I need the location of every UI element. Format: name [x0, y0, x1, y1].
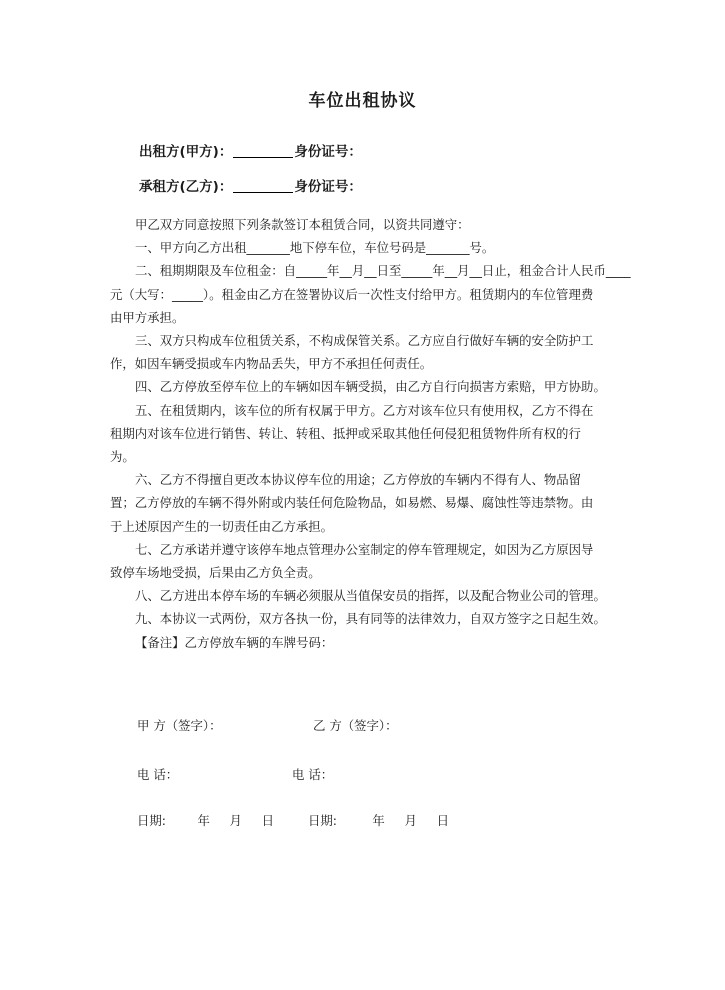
lessee-line — [139, 175, 362, 195]
agreement-line: 九、本协议一式两份，双方各执一份，具有同等的法律效力，自双方签字之日起生效。 — [135, 611, 606, 627]
agreement-line: 于上述原因产生的一切责任由乙方承担。 — [110, 518, 334, 534]
lessor-id-label: 身份证号： — [294, 144, 362, 160]
agreement-line: 七、乙方承诺并遵守该停车地点管理办公室制定的停车管理规定，如因为乙方原因导 — [135, 541, 594, 557]
lessor-label: 出租方(甲方)： — [139, 144, 233, 160]
agreement-line: 四、乙方停放至停车位上的车辆如因车辆受损，由乙方自行向损害方索赔，甲方协助。 — [135, 379, 606, 395]
agreement-line: 【备注】乙方停放车辆的车牌号码： — [135, 634, 334, 650]
agreement-line: 八、乙方进出本停车场的车辆必须服从当值保安员的指挥，以及配合物业公司的管理。 — [135, 588, 606, 604]
agreement-line: 为。 — [110, 449, 135, 465]
party-b-signature-label: 乙 方（签字）： — [313, 718, 398, 733]
agreement-line: 一、甲方向乙方出租_______地下停车位，车位号码是_______号。 — [135, 240, 495, 256]
lessee-label: 承租方(乙方)： — [139, 179, 233, 195]
lessor-name-blank — [233, 145, 293, 158]
document-title: 车位出租协议 — [308, 91, 417, 111]
agreement-line: 作，如因车辆受损或车内物品丢失，甲方不承担任何责任。 — [110, 356, 433, 372]
agreement-line: 三、双方只构成车位租赁关系，不构成保管关系。乙方应自行做好车辆的安全防护工 — [135, 333, 594, 349]
lessor-line — [139, 140, 362, 160]
agreement-line: 致停车场地受损，后果由乙方负全责。 — [110, 565, 321, 581]
agreement-line: 租期内对该车位进行销售、转让、转租、抵押或采取其他任何侵犯租赁物件所有权的行 — [110, 425, 581, 441]
lessee-id-label: 身份证号： — [294, 179, 362, 195]
agreement-line: 由甲方承担。 — [110, 309, 185, 325]
agreement-line: 元（大写：_____）。租金由乙方在签署协议后一次性支付给甲方。租赁期内的车位管理费 — [110, 286, 594, 302]
party-b-date-label: 日期: 年 月 日 — [308, 813, 449, 828]
party-a-date-label: 日期: 年 月 日 — [137, 813, 275, 828]
lessee-name-blank — [233, 180, 293, 193]
agreement-line: 五、在租赁期内，该车位的所有权属于甲方。乙方对该车位只有使用权，乙方不得在 — [135, 402, 594, 418]
party-a-signature-label: 甲 方（签字）： — [137, 718, 222, 733]
agreement-line: 六、乙方不得擅自更改本协议停车位的用途；乙方停放的车辆内不得有人、物品留 — [135, 472, 582, 488]
agreement-line: 甲乙双方同意按照下列条款签订本租赁合同，以资共同遵守： — [135, 217, 470, 232]
agreement-line: 二、租期期限及车位租金：自_____年__月__日至_____年__月__日止，租金合计人民币____ — [135, 263, 631, 279]
agreement-line: 置；乙方停放的车辆不得外附或内装任何危险物品，如易燃、易爆、腐蚀性等违禁物。由 — [110, 495, 594, 511]
agreement-body — [110, 213, 640, 654]
party-a-phone-label: 电 话： — [137, 767, 179, 782]
party-b-phone-label: 电 话： — [292, 767, 334, 782]
